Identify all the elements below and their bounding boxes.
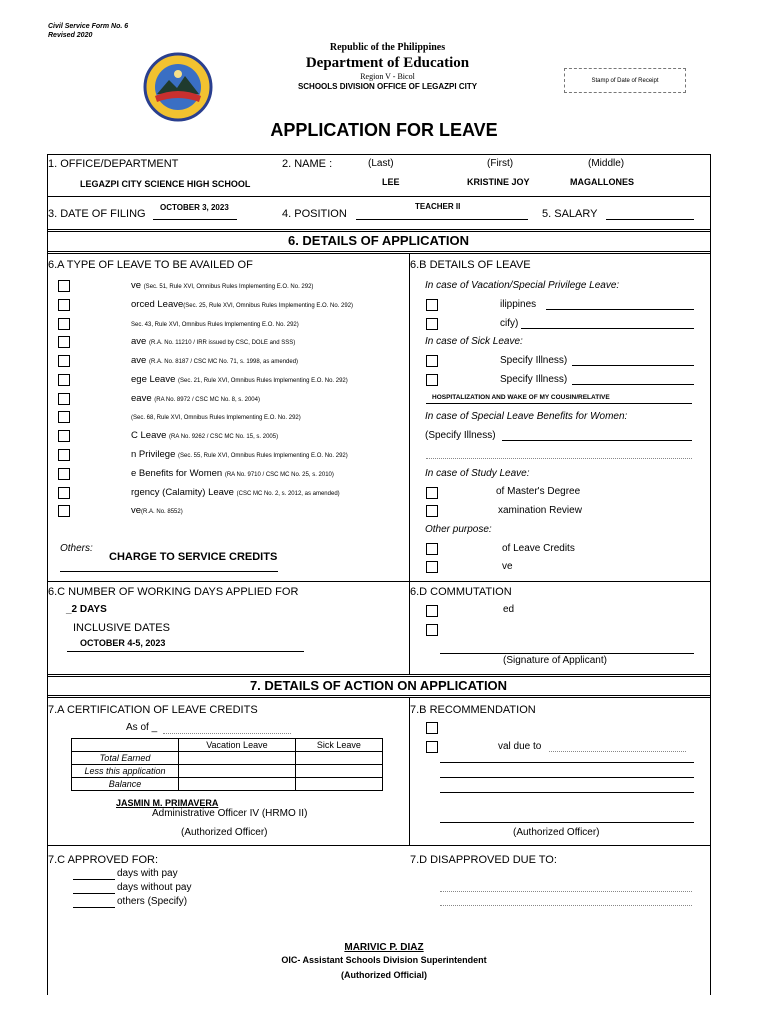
divider — [47, 581, 710, 582]
first-name-value[interactable]: KRISTINE JOY — [467, 177, 530, 187]
republic-line: Republic of the Philippines — [329, 42, 446, 53]
vacation-item: ilippines — [500, 299, 537, 310]
approved-others-line[interactable] — [73, 907, 115, 908]
deped-logo — [143, 52, 213, 122]
approving-official-name: MARIVIC P. DIAZ — [344, 942, 424, 953]
sec6c-label: 6.C NUMBER OF WORKING DAYS APPLIED FOR — [48, 586, 299, 598]
column-divider — [409, 253, 410, 675]
leave-type-item: ave (R.A. No. 8187 / CSC MC No. 71, s. 1998, as amended) — [131, 355, 299, 366]
date-underline — [153, 219, 237, 220]
women-line[interactable] — [426, 458, 692, 459]
last-name-value[interactable]: LEE — [382, 177, 400, 187]
recommendation-checkbox[interactable] — [426, 741, 438, 753]
approved-item: days without pay — [117, 882, 192, 893]
leave-type-checkbox[interactable] — [58, 505, 70, 517]
study-item: of Master's Degree — [496, 486, 581, 497]
division-line: SCHOOLS DIVISION OFFICE OF LEGAZPI CITY — [297, 82, 478, 91]
table-row-label: Less this application — [72, 765, 179, 778]
divider — [47, 251, 710, 252]
leave-credits-table — [71, 738, 383, 791]
certifying-officer-title: Administrative Officer IV (HRMO II) — [152, 808, 308, 819]
commutation-checkbox[interactable] — [426, 605, 438, 617]
as-of-label: As of _ — [126, 722, 158, 733]
sec7b-label: 7.B RECOMMENDATION — [410, 704, 536, 716]
approving-official-title: OIC- Assistant Schools Division Superintendent — [281, 955, 487, 965]
leave-type-item: (Sec. 68, Rule XVI, Omnibus Rules Implementing E.O. No. 292) — [131, 415, 301, 421]
vacation-checkbox[interactable] — [426, 299, 438, 311]
recommending-officer-line[interactable] — [440, 822, 694, 823]
vacation-header: In case of Vacation/Special Privilege Leave: — [425, 280, 620, 291]
sick-item: Specify Illness) — [500, 374, 568, 385]
divider — [47, 695, 710, 696]
stamp-label: Stamp of Date of Receipt — [591, 77, 659, 84]
sick-underline[interactable] — [572, 384, 694, 385]
sec7c-label: 7.C APPROVED FOR: — [48, 854, 159, 866]
sec7d-label: 7.D DISAPPROVED DUE TO: — [410, 854, 557, 866]
commutation-item: ed — [503, 604, 515, 615]
recommendation-line[interactable] — [549, 751, 686, 752]
recommendation-checkbox[interactable] — [426, 722, 438, 734]
women-item: (Specify Illness) — [425, 430, 496, 441]
table-row-label: Total Earned — [72, 752, 179, 765]
sick-value-underline — [426, 403, 692, 404]
leave-type-checkbox[interactable] — [58, 318, 70, 330]
date-filing-value[interactable]: OCTOBER 3, 2023 — [160, 203, 229, 212]
leave-type-checkbox[interactable] — [58, 468, 70, 480]
date-filing-label: 3. DATE OF FILING — [48, 208, 146, 220]
sick-checkbox[interactable] — [426, 355, 438, 367]
form-number: Civil Service Form No. 6 Revised 2020 — [48, 23, 129, 39]
vacation-underline[interactable] — [546, 309, 694, 310]
leave-type-item: ege Leave (Sec. 21, Rule XVI, Omnibus Rules Implementing E.O. No. 292) — [131, 374, 348, 385]
table-cell[interactable] — [295, 778, 382, 791]
table-cell[interactable] — [179, 765, 296, 778]
as-of-line[interactable] — [163, 733, 291, 734]
form-title: APPLICATION FOR LEAVE — [270, 120, 498, 140]
middle-label: (Middle) — [588, 158, 625, 169]
commutation-checkbox[interactable] — [426, 624, 438, 636]
sick-value[interactable]: HOSPITALIZATION AND WAKE OF MY COUSIN/RELATIVE — [432, 394, 610, 401]
other-purpose-item: of Leave Credits — [502, 543, 575, 554]
office-label: 1. OFFICE/DEPARTMENT — [48, 158, 179, 170]
table-header-vacation: Vacation Leave — [179, 739, 296, 752]
name-label: 2. NAME : — [282, 158, 333, 170]
certifying-officer-role: (Authorized Officer) — [181, 827, 268, 838]
table-header-sick: Sick Leave — [295, 739, 382, 752]
department-name: Department of Education — [305, 55, 470, 71]
study-checkbox[interactable] — [426, 505, 438, 517]
sec6d-label: 6.D COMMUTATION — [410, 586, 512, 598]
position-underline — [356, 219, 528, 220]
recommendation-line[interactable] — [440, 792, 694, 793]
sick-header: In case of Sick Leave: — [425, 336, 523, 347]
working-days-value[interactable]: _2 DAYS — [66, 604, 107, 615]
others-label: Others: — [60, 543, 93, 554]
sec7-title: 7. DETAILS OF ACTION ON APPLICATION — [249, 678, 508, 693]
divider — [47, 674, 710, 675]
other-purpose-header: Other purpose: — [425, 524, 492, 535]
disapproved-line[interactable] — [440, 905, 692, 906]
column-divider — [409, 697, 410, 845]
vacation-underline[interactable] — [521, 328, 694, 329]
inclusive-dates-label: INCLUSIVE DATES — [73, 622, 170, 634]
study-item: xamination Review — [498, 505, 582, 516]
approving-official-role: (Authorized Official) — [341, 970, 427, 980]
leave-type-item: n Privilege (Sec. 55, Rule XVI, Omnibus Rules Implementing E.O. No. 292) — [131, 449, 348, 460]
vacation-item: cify) — [500, 318, 519, 329]
others-value[interactable]: CHARGE TO SERVICE CREDITS — [109, 551, 278, 563]
leave-type-item: ve(R.A. No. 8552) — [131, 505, 183, 516]
middle-name-value[interactable]: MAGALLONES — [570, 177, 634, 187]
leave-type-item: ave (R.A. No. 11210 / IRR issued by CSC, DOLE and SSS) — [131, 336, 296, 347]
last-label: (Last) — [368, 158, 394, 169]
leave-type-checkbox[interactable] — [58, 449, 70, 461]
leave-type-item: C Leave (RA No. 9262 / CSC MC No. 15, s. 2005) — [131, 430, 279, 441]
leave-type-item: orced Leave(Sec. 25, Rule XVI, Omnibus Rules Implementing E.O. No. 292) — [131, 299, 354, 310]
recommendation-line[interactable] — [440, 777, 694, 778]
table-cell-empty — [72, 739, 179, 752]
disapproved-line[interactable] — [440, 891, 692, 892]
leave-type-checkbox[interactable] — [58, 411, 70, 423]
leave-type-checkbox[interactable] — [58, 487, 70, 499]
other-purpose-checkbox[interactable] — [426, 561, 438, 573]
position-label: 4. POSITION — [282, 208, 347, 220]
study-checkbox[interactable] — [426, 487, 438, 499]
sec6-title: 6. DETAILS OF APPLICATION — [287, 233, 470, 248]
other-purpose-checkbox[interactable] — [426, 543, 438, 555]
office-value[interactable]: LEGAZPI CITY SCIENCE HIGH SCHOOL — [80, 179, 251, 189]
others-underline — [60, 571, 278, 572]
approved-days-nopay-line[interactable] — [73, 893, 115, 894]
leave-type-item: Sec. 43, Rule XVI, Omnibus Rules Implementing E.O. No. 292) — [131, 322, 299, 328]
recommendation-line[interactable] — [440, 762, 694, 763]
leave-type-checkbox[interactable] — [58, 280, 70, 292]
approved-days-pay-line[interactable] — [73, 879, 115, 880]
table-cell[interactable] — [295, 765, 382, 778]
recommendation-item: val due to — [498, 741, 542, 752]
sick-item: Specify Illness) — [500, 355, 568, 366]
leave-type-item: e Benefits for Women (RA No. 9710 / CSC MC No. 25, s. 2010) — [131, 468, 334, 479]
women-underline[interactable] — [502, 440, 692, 441]
other-purpose-item: ve — [502, 561, 513, 572]
signature-line[interactable] — [440, 653, 694, 654]
approved-item: days with pay — [117, 868, 178, 879]
recommending-officer-role: (Authorized Officer) — [513, 827, 600, 838]
divider — [47, 253, 710, 254]
signature-label: (Signature of Applicant) — [503, 655, 607, 666]
leave-type-checkbox[interactable] — [58, 393, 70, 405]
leave-type-item: eave (RA No. 8972 / CSC MC No. 8, s. 2004) — [131, 393, 260, 404]
first-label: (First) — [487, 158, 514, 169]
divider — [47, 697, 710, 698]
study-header: In case of Study Leave: — [425, 468, 530, 479]
position-value[interactable]: TEACHER II — [415, 202, 461, 211]
leave-type-item: rgency (Calamity) Leave (CSC MC No. 2, s. 2012, as amended) — [131, 487, 340, 498]
certifying-officer-name: JASMIN M. PRIMAVERA — [116, 798, 219, 808]
divider — [47, 231, 710, 232]
women-header: In case of Special Leave Benefits for Women: — [425, 411, 628, 422]
leave-type-checkbox[interactable] — [58, 336, 70, 348]
leave-type-checkbox[interactable] — [58, 299, 70, 311]
sec6a-label: 6.A TYPE OF LEAVE TO BE AVAILED OF — [48, 259, 253, 271]
table-row-label: Balance — [72, 778, 179, 791]
sec6b-label: 6.B DETAILS OF LEAVE — [410, 259, 531, 271]
salary-underline[interactable] — [606, 219, 694, 220]
salary-label: 5. SALARY — [542, 208, 598, 220]
inclusive-dates-value[interactable]: OCTOBER 4-5, 2023 — [80, 638, 166, 648]
inclusive-underline — [67, 651, 304, 652]
divider — [47, 196, 710, 197]
table-cell[interactable] — [179, 778, 296, 791]
divider — [47, 676, 710, 677]
leave-type-checkbox[interactable] — [58, 355, 70, 367]
leave-type-checkbox[interactable] — [58, 374, 70, 386]
divider — [47, 229, 710, 230]
table-cell[interactable] — [295, 752, 382, 765]
table-cell[interactable] — [179, 752, 296, 765]
divider — [47, 845, 710, 846]
leave-type-item: ve (Sec. 51, Rule XVI, Omnibus Rules Implementing E.O. No. 292) — [131, 280, 314, 291]
sick-checkbox[interactable] — [426, 374, 438, 386]
sec7a-label: 7.A CERTIFICATION OF LEAVE CREDITS — [48, 704, 258, 716]
vacation-checkbox[interactable] — [426, 318, 438, 330]
stamp-box — [564, 68, 686, 93]
approved-item: others (Specify) — [117, 896, 188, 907]
region-line: Region V - Bicol — [360, 72, 415, 81]
sick-underline[interactable] — [572, 365, 694, 366]
leave-type-checkbox[interactable] — [58, 430, 70, 442]
